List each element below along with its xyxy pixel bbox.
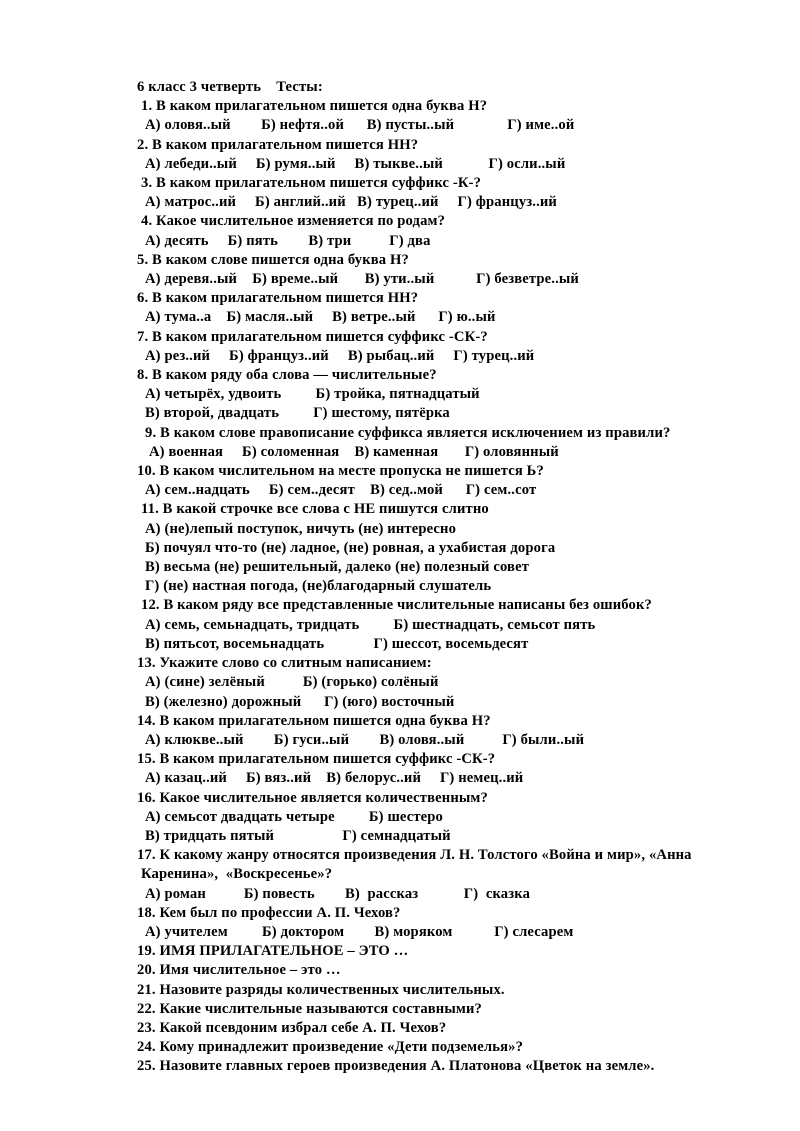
question-line: 3. В каком прилагательном пишется суффикс -К-?: [141, 175, 482, 192]
question-line: 9. В каком слове правописание суффикса является исключением из правили?: [145, 424, 671, 441]
answer-options-line: В) пятьсот, восемьнадцать Г) шессот, восемьдесят: [145, 635, 529, 652]
question-line: 6. В каком прилагательном пишется НН?: [137, 290, 419, 307]
answer-options-line: А) тума..а Б) масля..ый В) ветре..ый Г) ю..ый: [145, 309, 496, 326]
answer-options-line: А) учителем Б) доктором В) моряком Г) слесарем: [145, 923, 574, 940]
answer-options-line: А) лебеди..ый Б) румя..ый В) тыкве..ый Г) осли..ый: [145, 155, 566, 172]
question-line: 21. Назовите разряды количественных числительных.: [137, 981, 505, 998]
question-line: 25. Назовите главных героев произведения А. Платонова «Цветок на земле».: [137, 1058, 655, 1075]
question-line: 20. Имя числительное – это …: [137, 962, 341, 979]
answer-options-line: В) (железно) дорожный Г) (юго) восточный: [145, 693, 455, 710]
question-line: 22. Какие числительные называются составными?: [137, 1000, 482, 1017]
question-line: 23. Какой псевдоним избрал себе А. П. Чехов?: [137, 1019, 447, 1036]
answer-options-line: А) (не)лепый поступок, ничуть (не) интересно: [145, 520, 457, 537]
answer-options-line: В) тридцать пятый Г) семнадцатый: [145, 827, 451, 844]
answer-options-line: А) четырёх, удвоить Б) тройка, пятнадцатый: [145, 386, 480, 403]
answer-options-line: А) семь, семьнадцать, тридцать Б) шестнадцать, семьсот пять: [145, 616, 596, 633]
question-line: 1. В каком прилагательном пишется одна буква Н?: [141, 98, 488, 115]
question-line: 15. В каком прилагательном пишется суффикс -СК-?: [137, 751, 496, 768]
answer-options-line: В) второй, двадцать Г) шестому, пятёрка: [145, 405, 450, 422]
question-line: 10. В каком числительном на месте пропуска не пишется Ь?: [137, 463, 544, 480]
answer-options-line: А) оловя..ый Б) нефтя..ой В) пусты..ый Г) име..ой: [145, 117, 575, 134]
question-line: 12. В каком ряду все представленные числительные написаны без ошибок?: [141, 597, 652, 614]
answer-options-line: А) роман Б) повесть В) рассказ Г) сказка: [145, 885, 531, 902]
answer-options-line: А) деревя..ый Б) време..ый В) ути..ый Г) безветре..ый: [145, 271, 579, 288]
question-line: 7. В каком прилагательном пишется суффикс -СК-?: [137, 328, 488, 345]
answer-options-line: А) семьсот двадцать четыре Б) шестеро: [145, 808, 443, 825]
question-line: 17. К какому жанру относятся произведения Л. Н. Толстого «Война и мир», «Анна: [137, 847, 692, 864]
answer-options-line: А) казац..ий Б) вяз..ий В) белорус..ий Г) немец..ий: [145, 770, 524, 787]
question-line: 24. Кому принадлежит произведение «Дети подземелья»?: [137, 1039, 524, 1056]
answer-options-line: Г) (не) настная погода, (не)благодарный слушатель: [145, 578, 492, 595]
answer-options-line: А) (сине) зелёный Б) (горько) солёный: [145, 674, 439, 691]
answer-options-line: А) клюкве..ый Б) гуси..ый В) оловя..ый Г) были..ый: [145, 731, 585, 748]
question-line: 8. В каком ряду оба слова — числительные?: [137, 367, 437, 384]
worksheet-title: 6 класс 3 четверть Тесты:: [137, 79, 323, 95]
question-line: 19. ИМЯ ПРИЛАГАТЕЛЬНОЕ – ЭТО …: [137, 943, 409, 960]
answer-options-line: А) военная Б) соломенная В) каменная Г) оловянный: [149, 443, 559, 460]
question-line: 14. В каком прилагательном пишется одна буква Н?: [137, 712, 491, 729]
test-worksheet: [137, 78, 737, 1077]
question-line: 11. В какой строчке все слова с НЕ пишутся слитно: [141, 501, 489, 518]
question-continuation-line: Каренина», «Воскресенье»?: [141, 866, 333, 883]
answer-options-line: В) весьма (не) решительный, далеко (не) полезный совет: [145, 559, 530, 576]
question-line: 13. Укажите слово со слитным написанием:: [137, 655, 432, 672]
answer-options-line: А) сем..надцать Б) сем..десят В) сед..мой Г) сем..сот: [145, 482, 537, 499]
question-line: 18. Кем был по профессии А. П. Чехов?: [137, 904, 401, 921]
answer-options-line: Б) почуял что-то (не) ладное, (не) ровная, а ухабистая дорога: [145, 539, 556, 556]
question-line: 4. Какое числительное изменяется по родам?: [141, 213, 446, 230]
question-line: 5. В каком слове пишется одна буква Н?: [137, 251, 409, 268]
answer-options-line: А) десять Б) пять В) три Г) два: [145, 232, 431, 249]
answer-options-line: А) рез..ий Б) француз..ий В) рыбац..ий Г) турец..ий: [145, 347, 535, 364]
question-line: 16. Какое числительное является количественным?: [137, 789, 488, 806]
question-line: 2. В каком прилагательном пишется НН?: [137, 136, 419, 153]
answer-options-line: А) матрос..ий Б) англий..ий В) турец..ий Г) француз..ий: [145, 194, 557, 211]
